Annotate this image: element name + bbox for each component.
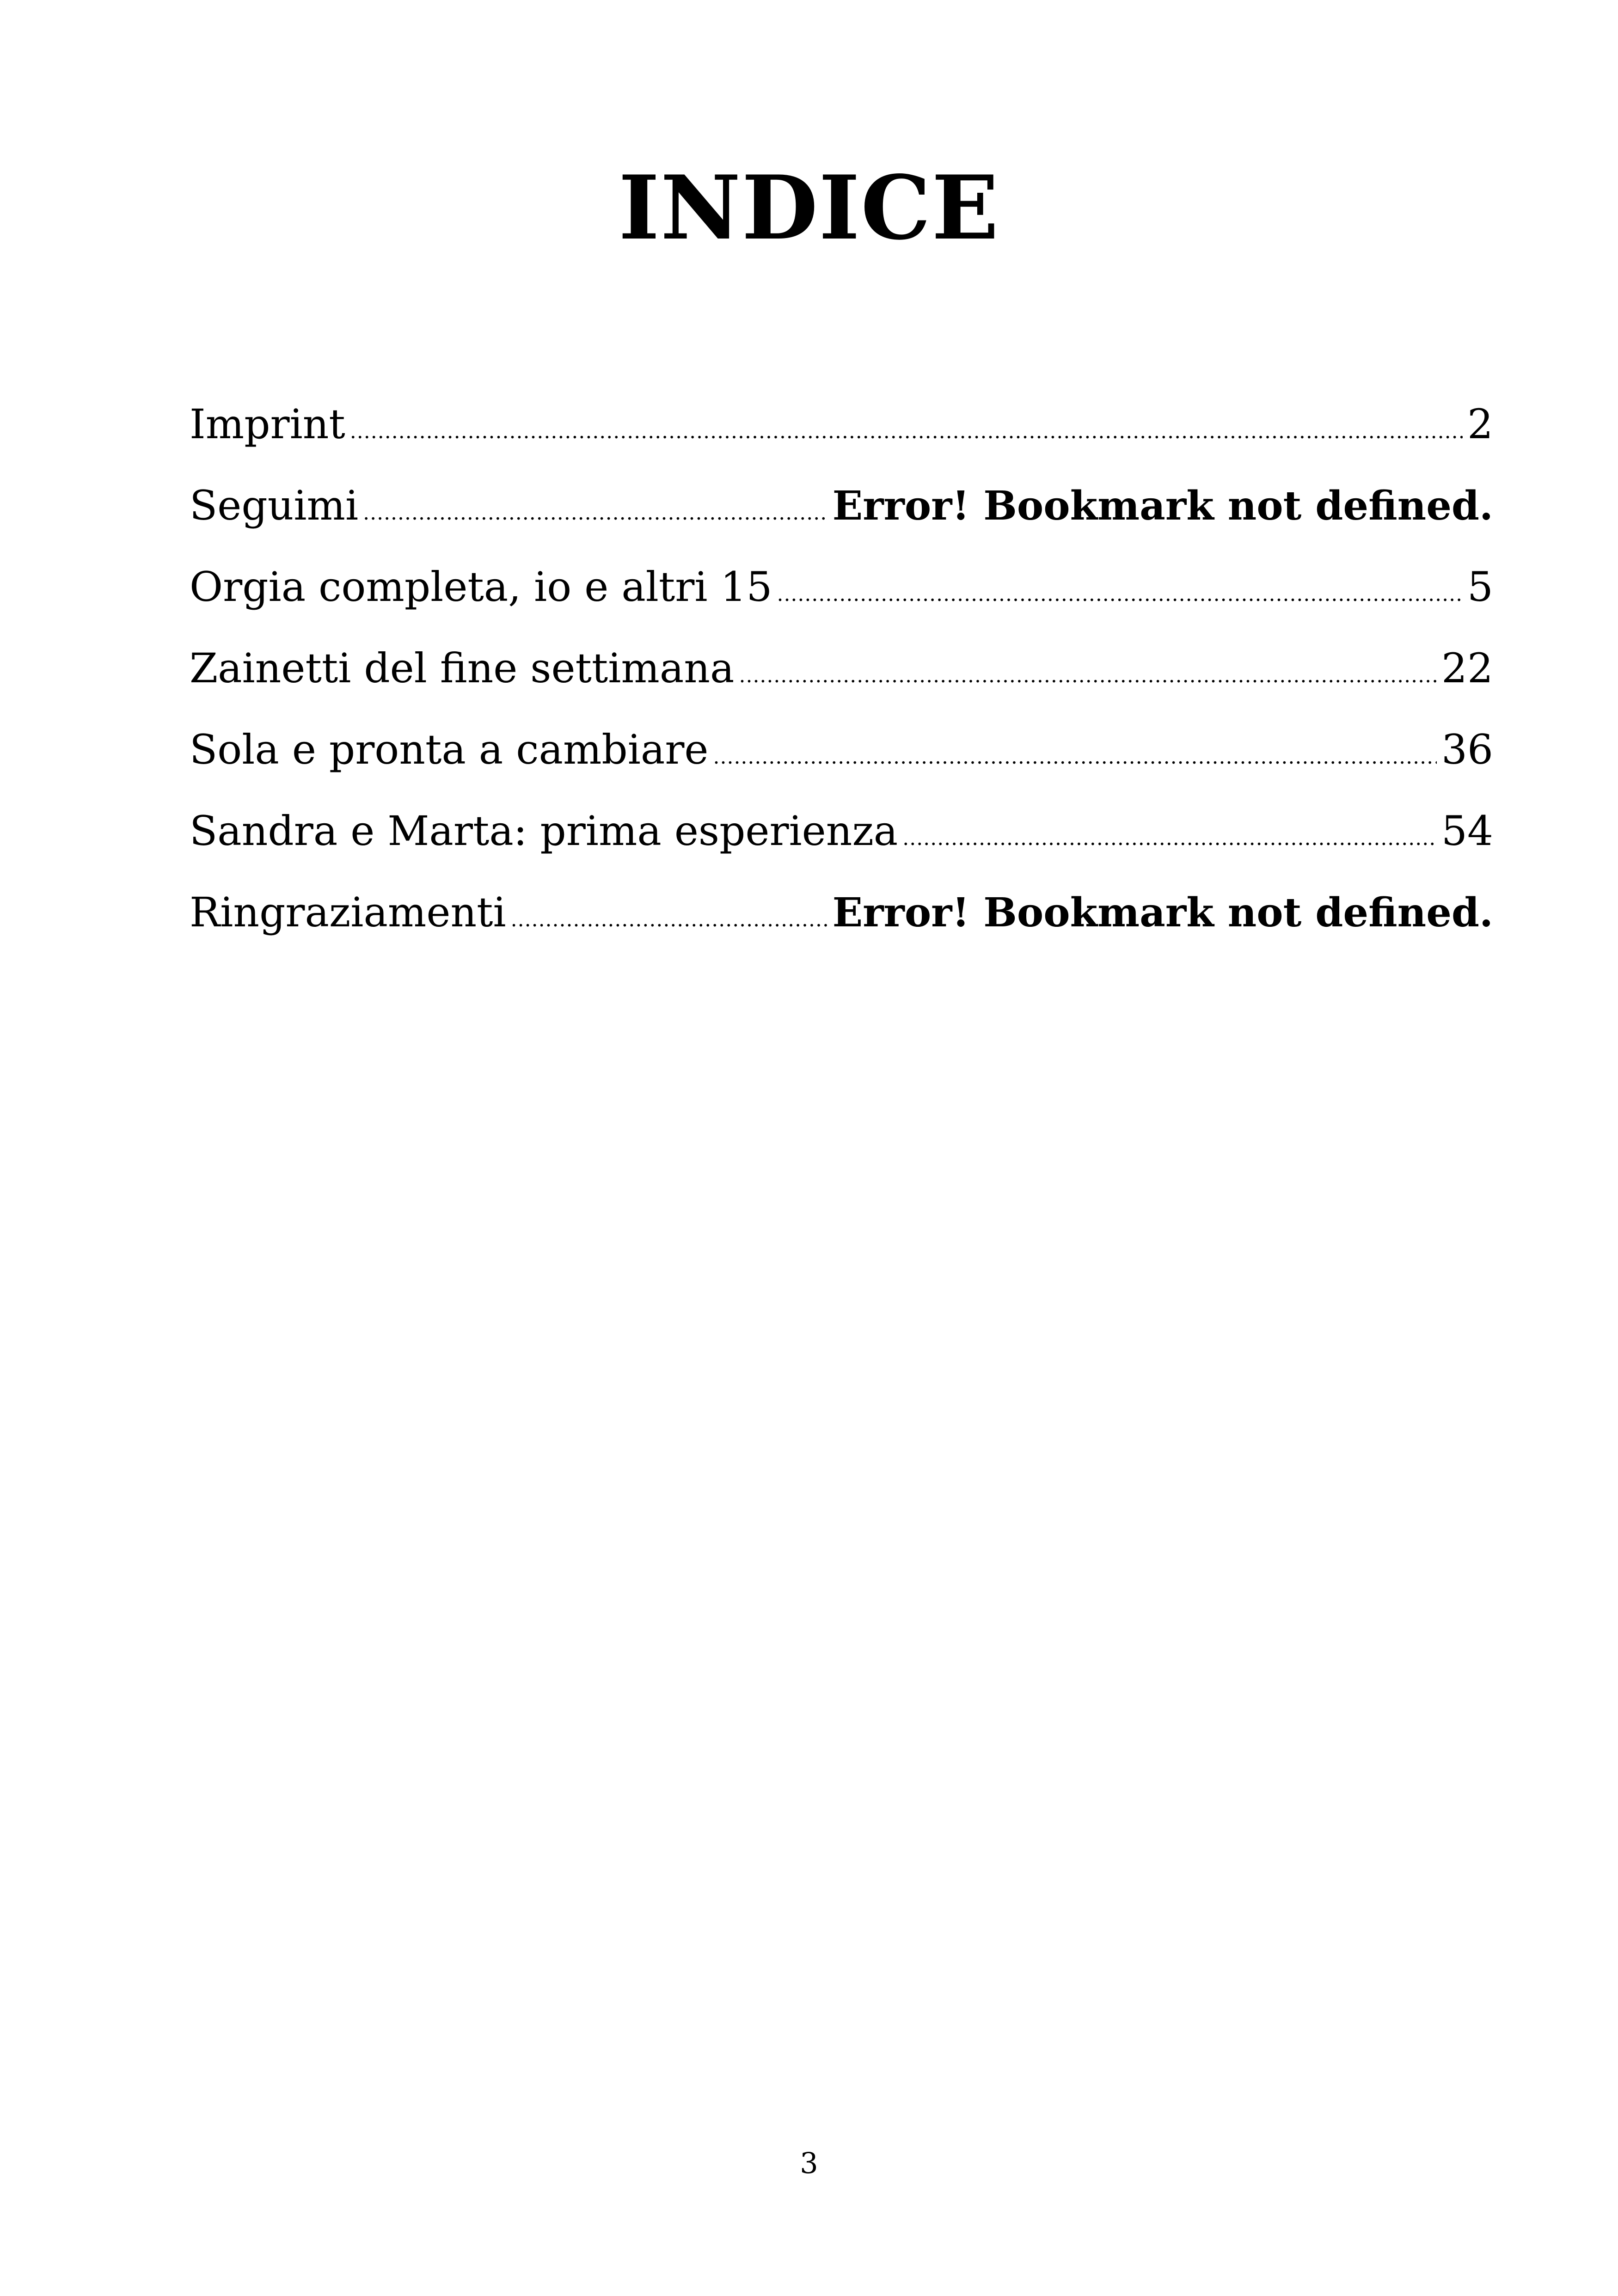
dot-leader	[739, 635, 1437, 716]
toc-entry-label: Zainetti del fine settimana	[190, 644, 735, 692]
dot-leader	[350, 391, 1463, 472]
toc-entry-label: Sandra e Marta: prima esperienza	[190, 807, 898, 855]
toc-entry-ringraziamenti[interactable]	[190, 872, 1493, 953]
toc-entry-label: Imprint	[190, 400, 345, 448]
dot-leader	[511, 879, 828, 961]
dot-leader	[777, 554, 1463, 635]
page-title: INDICE	[618, 156, 1000, 259]
toc-entry-orgia[interactable]	[190, 546, 1493, 628]
toc-entry-sola[interactable]	[190, 709, 1493, 790]
toc-entry-page: 54	[1441, 807, 1493, 855]
toc-entry-sandra-marta[interactable]	[190, 790, 1493, 872]
dot-leader	[363, 472, 828, 554]
toc-entry-page: 2	[1467, 400, 1493, 448]
dot-leader	[713, 716, 1437, 798]
dot-leader	[902, 798, 1437, 879]
toc-entry-label: Ringraziamenti	[190, 888, 506, 936]
toc-entry-label: Orgia completa, io e altri 15	[190, 563, 772, 611]
toc-entry-zainetti[interactable]	[190, 628, 1493, 709]
toc-entry-label: Sola e pronta a cambiare	[190, 726, 709, 773]
toc-entry-label: Seguimi	[190, 482, 359, 529]
toc-entry-page: 5	[1467, 563, 1493, 611]
toc-entry-imprint[interactable]	[190, 384, 1493, 465]
page-number: 3	[800, 2146, 818, 2180]
toc-entry-page-error: Error! Bookmark not defined.	[832, 483, 1493, 529]
toc-entry-page-error: Error! Bookmark not defined.	[832, 889, 1493, 936]
toc-entry-seguimi[interactable]	[190, 465, 1493, 546]
toc-entry-page: 36	[1441, 726, 1493, 773]
table-of-contents	[190, 384, 1493, 953]
toc-entry-page: 22	[1441, 644, 1493, 692]
